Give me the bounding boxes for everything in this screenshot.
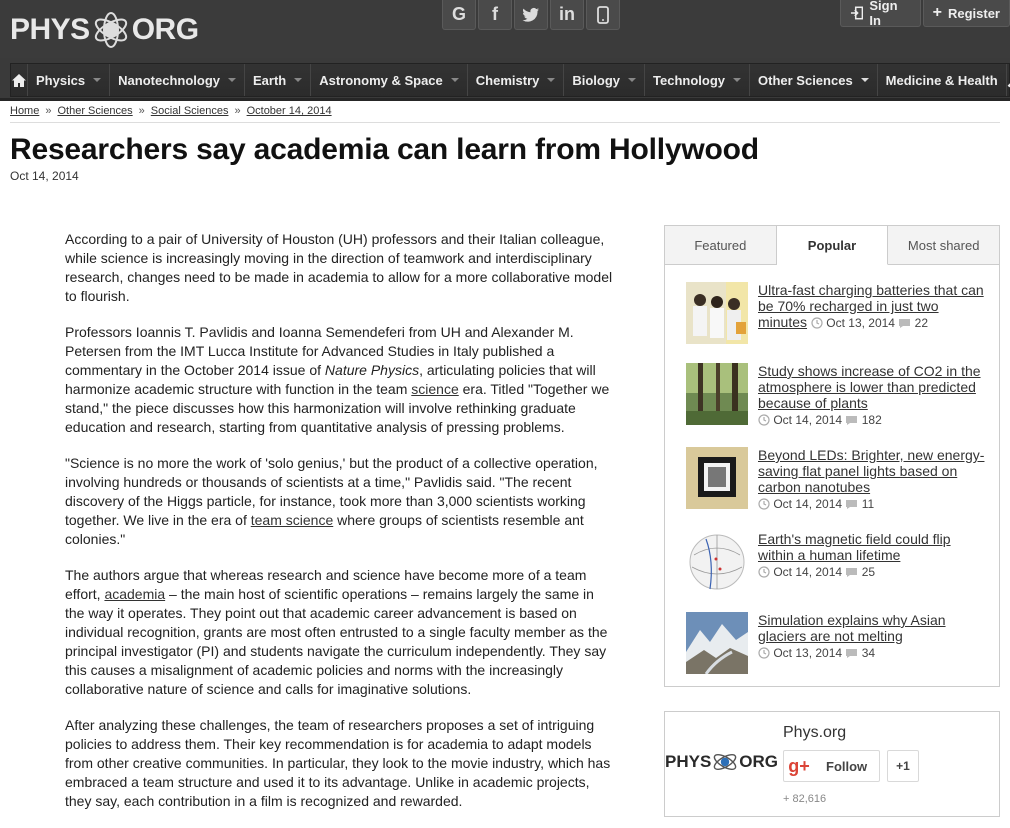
plus-one-button[interactable]: +1: [887, 750, 919, 782]
twitter-icon[interactable]: [514, 0, 548, 30]
caret-down-icon: [628, 78, 636, 82]
article-paragraph: [65, 566, 617, 699]
nav-label: Earth: [253, 72, 287, 88]
nav-label: Medicine & Health: [885, 72, 998, 88]
story-meta: [758, 413, 882, 427]
follow-button[interactable]: [783, 750, 880, 782]
article-paragraph: After analyzing these challenges, the team of researchers proposes a set of intriguing policies to address them. Their key recommendation is for academia to adapt models from other creative communities. In particular, they look to the movie industry, which has embraced a team structure and used it to its advantage. Unlike in academic projects, they say, each contribution in a film is recognized and rewarded.: [65, 717, 611, 809]
breadcrumb-separator: »: [138, 105, 145, 117]
social-links: [442, 0, 620, 30]
breadcrumb-separator: »: [45, 105, 52, 117]
nav-chemistry[interactable]: [468, 64, 565, 96]
link-team-science[interactable]: team science: [250, 512, 334, 528]
breadcrumb-social-sciences[interactable]: Social Sciences: [150, 105, 229, 117]
linkedin-icon[interactable]: in: [550, 0, 584, 30]
caret-down-icon: [733, 78, 741, 82]
list-item: [686, 531, 986, 593]
text-run: The authors argue that whereas research and science have become more of a team effort,: [65, 567, 587, 602]
story-meta: [758, 565, 875, 579]
story-thumbnail[interactable]: [686, 447, 748, 509]
story-thumbnail[interactable]: [686, 612, 748, 674]
facebook-icon[interactable]: f: [478, 0, 512, 30]
nav-medicine-health[interactable]: [878, 64, 1006, 96]
google-plus-icon: g+: [788, 755, 810, 776]
caret-down-icon: [451, 78, 459, 82]
comment-count: 34: [861, 646, 876, 660]
text-run: Professors Ioannis T. Pavlidis and Ioanna Semendeferi from UH and Alexander M. Petersen from the IMT Lucca Institute for Advanced Studies in Italy published a commentary in the October 2014 issue of: [65, 324, 574, 378]
story-title-link[interactable]: Simulation explains why Asian glaciers are not melting: [758, 612, 946, 644]
breadcrumb-divider: [10, 122, 1000, 123]
breadcrumb: [10, 105, 332, 117]
main-nav: [10, 63, 1010, 97]
link-science[interactable]: science: [411, 381, 459, 397]
gplus-page-name[interactable]: Phys.org: [783, 724, 847, 741]
story-meta: [811, 316, 928, 330]
breadcrumb-date[interactable]: October 14, 2014: [246, 105, 332, 117]
story-date: Oct 14, 2014: [773, 413, 843, 427]
story-title-link[interactable]: Beyond LEDs: Brighter, new energy-saving flat panel lights based on carbon nanotubes: [758, 447, 985, 495]
site-logo[interactable]: [10, 8, 199, 52]
google-plus-widget: [664, 711, 1000, 817]
nav-label: Other Sciences: [758, 72, 853, 88]
comment-count: 25: [861, 565, 876, 579]
article-paragraph: [65, 454, 617, 549]
text-run: "Science is no more the work of 'solo genius,' but the product of a collective operation, involving hundreds or thousands of scientists at a time," Pavlidis said. "The recent discovery of the Higgs particle, for instance, took more than 3,000 scientists working together. We live in the era of: [65, 455, 598, 528]
story-text: [758, 282, 986, 344]
comment-icon: [845, 499, 858, 510]
caret-down-icon: [294, 78, 302, 82]
story-date: Oct 14, 2014: [773, 497, 843, 511]
comment-count: 182: [861, 413, 882, 427]
story-text: [758, 447, 986, 512]
story-text: [758, 363, 986, 428]
text-run: , articulating policies that will harmonize academic structure with function in the team: [65, 362, 596, 397]
home-icon: [11, 73, 27, 88]
nav-label: Chemistry: [475, 72, 540, 88]
tab-featured[interactable]: Featured: [665, 226, 777, 264]
nav-biology[interactable]: [564, 64, 645, 96]
article-body: [65, 230, 617, 828]
caret-down-icon: [228, 78, 236, 82]
sign-in-button[interactable]: [840, 0, 921, 27]
gplus-page-logo[interactable]: [665, 748, 778, 776]
tab-most-shared[interactable]: Most shared: [888, 226, 999, 264]
comment-count: 22: [914, 316, 929, 330]
tab-popular[interactable]: Popular: [777, 226, 889, 265]
sign-in-label: Sign In: [869, 0, 898, 28]
atom-icon: [711, 748, 739, 776]
mobile-icon[interactable]: [586, 0, 620, 30]
nav-label: Technology: [653, 72, 726, 88]
story-text: [758, 612, 986, 674]
register-label: Register: [947, 5, 1000, 21]
caret-down-icon: [861, 78, 869, 82]
nav-label: Biology: [572, 72, 621, 88]
nav-label: Nanotechnology: [118, 72, 220, 88]
breadcrumb-other-sciences[interactable]: Other Sciences: [57, 105, 133, 117]
logo-text-right: ORG: [131, 13, 199, 46]
nav-home[interactable]: [11, 64, 28, 96]
sign-in-icon: [850, 6, 863, 20]
clock-icon: [758, 566, 770, 578]
story-thumbnail[interactable]: [686, 282, 748, 344]
text-run: where groups of scientists resemble ant colonies.": [65, 512, 584, 547]
article-date: Oct 14, 2014: [10, 169, 79, 183]
site-header: [0, 0, 1010, 100]
register-button[interactable]: [923, 0, 1010, 27]
story-date: Oct 14, 2014: [773, 565, 843, 579]
nav-physics[interactable]: [28, 64, 110, 96]
google-plus-icon[interactable]: G: [442, 0, 476, 30]
text-run: – the main host of scientific operations – remains largely the same in the way it operates. They point out that academic career advancement is based on individual recognition, grants are most often entrusted to a single faculty member as the principal investigator (PI) and students navigate the curriculum independently. They say this causes a misalignment of academic policies and norms with the increasingly collaborative nature of science and calls for imaginative solutions.: [65, 586, 608, 697]
clock-icon: [758, 498, 770, 510]
journal-name: Nature Physics: [324, 362, 420, 378]
comment-icon: [845, 567, 858, 578]
story-text: [758, 531, 986, 593]
clock-icon: [758, 414, 770, 426]
nav-search[interactable]: [1006, 64, 1010, 96]
search-icon: [1007, 72, 1010, 88]
popular-stories-widget: [664, 225, 1000, 687]
gplus-logo-right: ORG: [739, 752, 779, 771]
story-title-link[interactable]: Ultra-fast charging batteries that can be 70% recharged in just two minutes: [758, 282, 984, 330]
nav-technology[interactable]: [645, 64, 750, 96]
caret-down-icon: [547, 78, 555, 82]
plus-icon: +: [932, 4, 942, 21]
comment-icon: [845, 648, 858, 659]
nav-nanotechnology[interactable]: [110, 64, 245, 96]
comment-icon: [898, 318, 911, 329]
header-underline: [0, 98, 1010, 101]
nav-other-sciences[interactable]: [750, 64, 878, 96]
caret-down-icon: [93, 78, 101, 82]
story-thumbnail[interactable]: [686, 531, 748, 593]
clock-icon: [811, 317, 823, 329]
list-item: [686, 363, 986, 428]
auth-links: [840, 0, 1010, 27]
nav-label: Astronomy & Space: [319, 72, 443, 88]
follower-count: + 82,616: [783, 793, 827, 805]
page-title: Researchers say academia can learn from Hollywood: [10, 133, 759, 166]
article-paragraph: [65, 323, 617, 437]
logo-text-left: PHYS: [10, 13, 90, 46]
story-date: Oct 13, 2014: [826, 316, 895, 330]
story-meta: [758, 497, 874, 511]
nav-astronomy-space[interactable]: [311, 64, 468, 96]
sidebar-tabs: [665, 226, 999, 265]
breadcrumb-separator: »: [234, 105, 241, 117]
list-item: [686, 282, 986, 344]
follow-label: Follow: [826, 758, 868, 774]
atom-icon: [91, 10, 131, 50]
article-paragraph: According to a pair of University of Houston (UH) professors and their Italian colleague, while science is increasingly moving in the direction of teamwork and interdisciplinary research, changes need to be made in academia to allow for a more collaborative model to flourish.: [65, 231, 613, 304]
clock-icon: [758, 647, 770, 659]
comment-count: 11: [861, 497, 875, 511]
nav-earth[interactable]: [245, 64, 311, 96]
story-thumbnail[interactable]: [686, 363, 748, 425]
list-item: [686, 612, 986, 674]
story-meta: [758, 646, 875, 660]
list-item: [686, 447, 986, 512]
text-run: era. Titled "Together we stand," the piece discusses how this harmonization will involve rethinking graduate education and research, starting from quantitative analysis of pressing problems.: [65, 381, 610, 435]
link-academia[interactable]: academia: [104, 586, 166, 602]
nav-label: Physics: [36, 72, 86, 88]
story-title-link[interactable]: Earth's magnetic field could flip within a human lifetime: [758, 531, 951, 563]
story-date: Oct 13, 2014: [773, 646, 843, 660]
comment-icon: [845, 415, 858, 426]
gplus-logo-left: PHYS: [665, 752, 712, 771]
breadcrumb-home[interactable]: Home: [10, 105, 40, 117]
story-title-link[interactable]: Study shows increase of CO2 in the atmosphere is lower than predicted because of plants: [758, 363, 981, 411]
